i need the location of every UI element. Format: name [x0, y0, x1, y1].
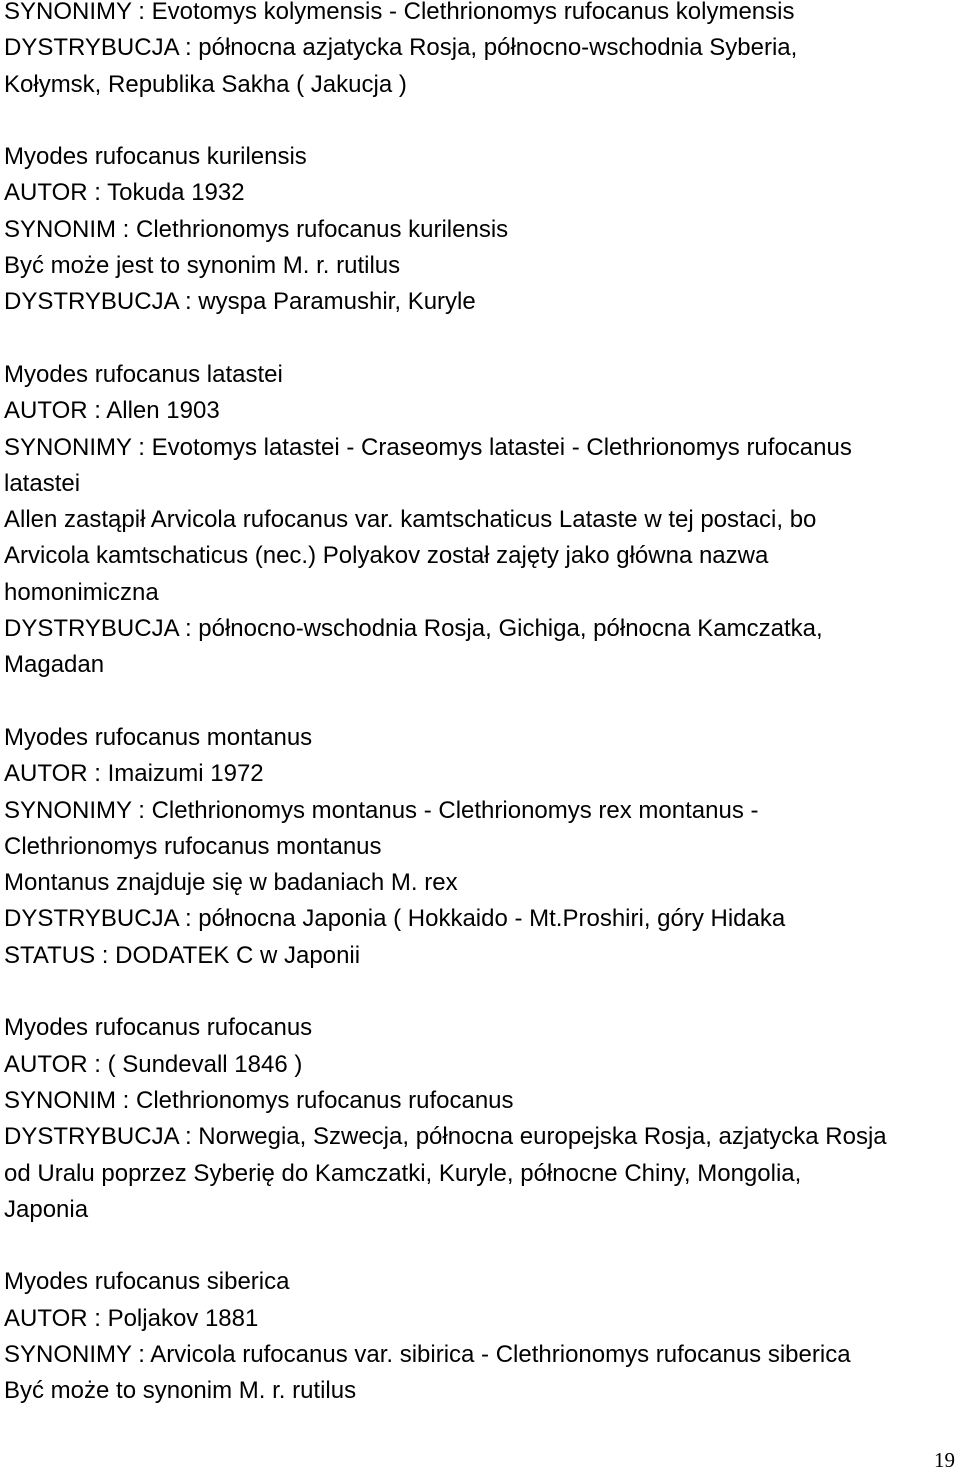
taxon-name: Myodes rufocanus siberica [4, 1268, 290, 1296]
entry-block-latastei [4, 357, 954, 684]
synonyms-line-continued: Clethrionomys rufocanus montanus [4, 832, 382, 860]
synonyms-line: SYNONIMY : Clethrionomys montanus - Clethrionomys rex montanus - [4, 796, 759, 824]
taxon-name: Myodes rufocanus latastei [4, 360, 283, 388]
author-line: AUTOR : Imaizumi 1972 [4, 760, 264, 788]
distribution-line-continued: od Uralu poprzez Syberię do Kamczatki, Kuryle, północne Chiny, Mongolia, [4, 1159, 802, 1187]
taxon-name: Myodes rufocanus kurilensis [4, 143, 307, 171]
synonyms-line-continued: latastei [4, 469, 81, 497]
entry-block-montanus [4, 720, 954, 974]
entry-block-kolymensis [4, 0, 954, 103]
taxon-name: Myodes rufocanus rufocanus [4, 1014, 313, 1042]
distribution-line-continued: Magadan [4, 651, 105, 679]
entry-block-kurilensis [4, 139, 954, 320]
distribution-line: DYSTRYBUCJA : północna Japonia ( Hokkaido - Mt.Proshiri, góry Hidaka [4, 905, 786, 933]
synonyms-line: SYNONIMY : Evotomys kolymensis - Clethrionomys rufocanus kolymensis [4, 0, 795, 25]
synonyms-line: SYNONIMY : Evotomys latastei - Craseomys latastei - Clethrionomys rufocanus [4, 433, 852, 461]
synonyms-line: SYNONIMY : Arvicola rufocanus var. sibirica - Clethrionomys rufocanus siberica [4, 1340, 851, 1368]
document-body [4, 0, 954, 1410]
distribution-line: DYSTRYBUCJA : północna azjatycka Rosja, północno-wschodnia Syberia, [4, 34, 798, 62]
note-line-continued: homonimiczna [4, 578, 159, 606]
author-line: AUTOR : Allen 1903 [4, 397, 220, 425]
synonym-line: SYNONIM : Clethrionomys rufocanus rufocanus [4, 1086, 514, 1114]
distribution-line: DYSTRYBUCJA : Norwegia, Szwecja, północna europejska Rosja, azjatycka Rosja [4, 1123, 887, 1151]
status-line: STATUS : DODATEK C w Japonii [4, 941, 361, 969]
author-line: AUTOR : Tokuda 1932 [4, 179, 245, 207]
distribution-line-continued: Kołymsk, Republika Sakha ( Jakucja ) [4, 70, 407, 98]
paragraph-spacer [4, 974, 954, 1010]
note-line: Być może to synonim M. r. rutilus [4, 1377, 357, 1405]
distribution-line-continued: Japonia [4, 1195, 89, 1223]
taxon-name: Myodes rufocanus montanus [4, 723, 313, 751]
note-line: Allen zastąpił Arvicola rufocanus var. kamtschaticus Lataste w tej postaci, bo [4, 506, 817, 534]
entry-block-siberica [4, 1264, 954, 1409]
distribution-line: DYSTRYBUCJA : wyspa Paramushir, Kuryle [4, 288, 476, 316]
paragraph-spacer [4, 684, 954, 720]
note-line: Montanus znajduje się w badaniach M. rex [4, 869, 458, 897]
note-line-continued: Arvicola kamtschaticus (nec.) Polyakov został zajęty jako główna nazwa [4, 542, 769, 570]
distribution-line: DYSTRYBUCJA : północno-wschodnia Rosja, Gichiga, północna Kamczatka, [4, 615, 823, 643]
note-line: Być może jest to synonim M. r. rutilus [4, 252, 401, 280]
entry-block-rufocanus [4, 1010, 954, 1228]
page-number: 19 [934, 1448, 955, 1472]
paragraph-spacer [4, 103, 954, 139]
author-line: AUTOR : Poljakov 1881 [4, 1304, 259, 1332]
paragraph-spacer [4, 1228, 954, 1264]
author-line: AUTOR : ( Sundevall 1846 ) [4, 1050, 303, 1078]
synonym-line: SYNONIM : Clethrionomys rufocanus kurilensis [4, 215, 509, 243]
paragraph-spacer [4, 321, 954, 357]
